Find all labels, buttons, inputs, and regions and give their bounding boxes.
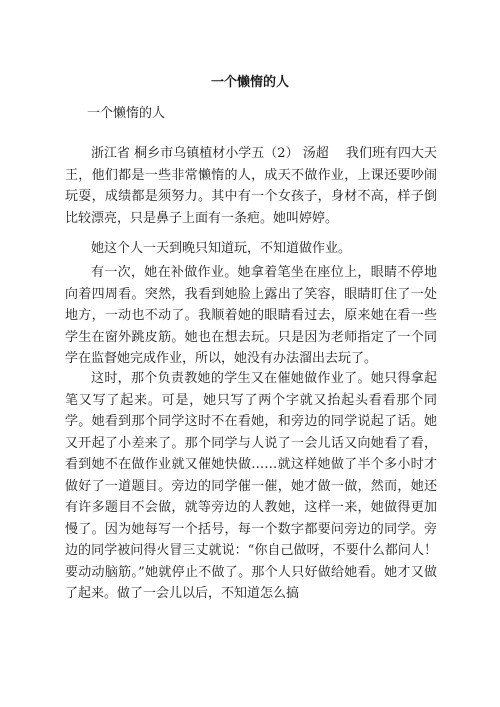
paragraph: 浙江省 桐乡市乌镇植材小学五（2） 汤超 我们班有四大天王，他们都是一些非常懒惰的人，成天不做作业，上课还要吵闹玩耍，成绩都是须努力。其中有一个女孩子，身材不高，样子倒比较漂亮，只是鼻子上面有一条疤。她叫婷婷。 — [65, 146, 437, 226]
document-title: 一个懒惰的人 — [210, 75, 289, 90]
paragraph: 她这个人一天到晚只知道玩，不知道做作业。 — [91, 241, 352, 256]
document-subtitle: 一个懒惰的人 — [87, 106, 166, 121]
paragraph: 有一次，她在补做作业。她拿着笔坐在座位上，眼睛不停地向着四周看。突然，我看到她脸上露出了笑容，眼睛盯住了一处地方，一动也不动了。我顺着她的眼睛看过去，原来她在看一些学生在窗外跳皮筋。她也在想去玩。只是因为老师指定了一个同学在监督她完成作业，所以，她没有办法溜出去玩了。 — [65, 265, 437, 366]
paragraph: 这时，那个负责教她的学生又在催她做作业了。她只得拿起笔又写了起来。可是，她只写了两个字就又抬起头看看那个同学。她看到那个同学这时不在看她，和旁边的同学说起了话。她又开起了小差来了。那个同学与人说了一会儿话又向她看了看，看到她不在做作业就又催她快做……就这样她做了半个多小时才做好了一道题目。旁边的同学催一催，她才做一做，然而，她还有许多题目不会做，就等旁边的人教她，这样一来，她做得更加慢了。因为她每写一个括号，每一个数字都要问旁边的同学。旁边的同学被问得火冒三丈就说：“你自己做呀，不要什么都问人！要动动脑筋。”她就停止不做了。那个人只好做给她看。她才又做了起来。做了一会儿以后，不知道怎么搞 — [65, 371, 437, 601]
